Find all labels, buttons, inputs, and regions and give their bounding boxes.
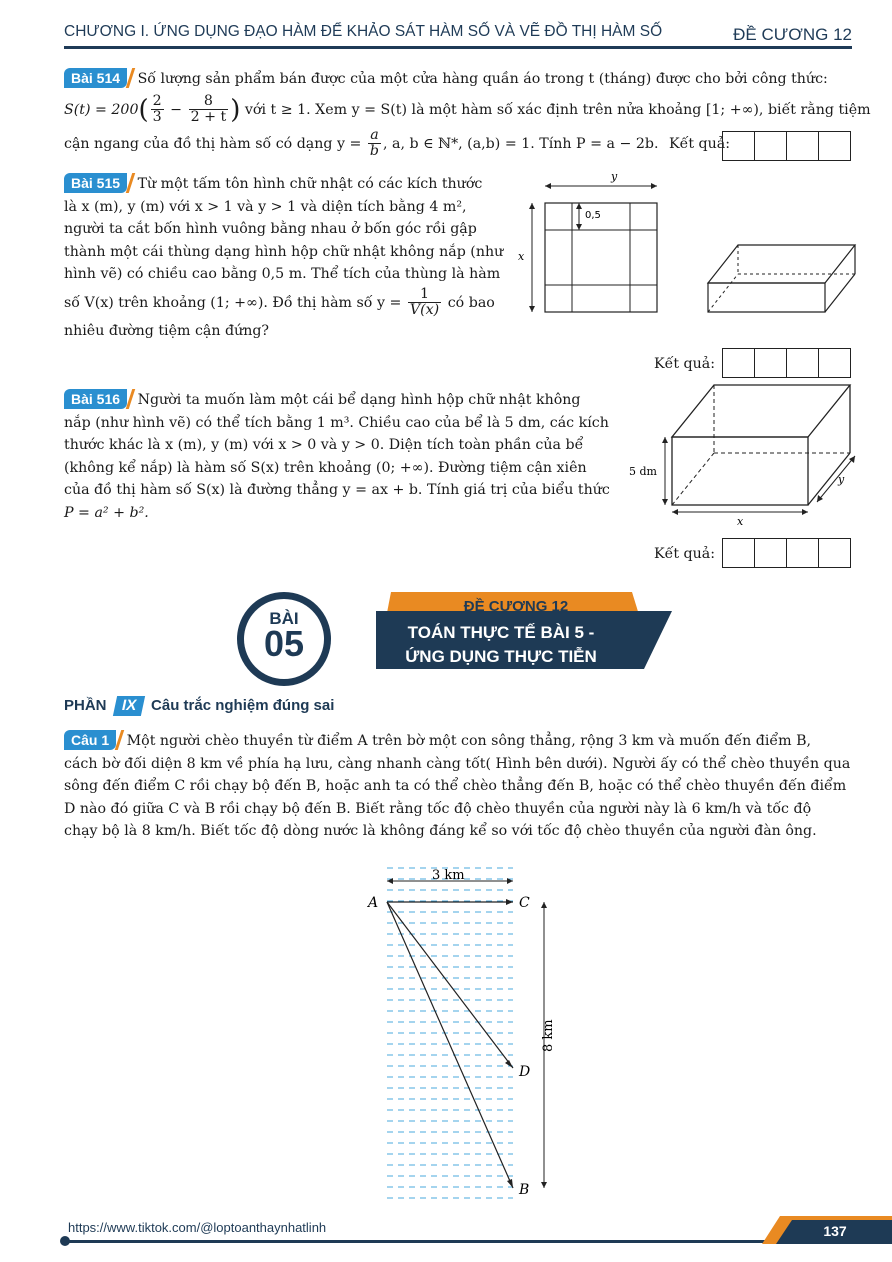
section-roman: IX bbox=[113, 696, 145, 716]
cau1-line-1: Một người chèo thuyền từ điểm A trên bờ một con sông thẳng, rộng 3 km và muốn đến điểm B, bbox=[126, 733, 812, 749]
fig-y-label: y bbox=[838, 473, 845, 486]
b515-line-4: thành một cái thùng dạng hình hộp chữ nhật không nắp (như bbox=[64, 243, 504, 260]
problem-516-badge: Bài 516 bbox=[64, 389, 127, 409]
problem-515 bbox=[64, 173, 514, 342]
frac-den: 3 bbox=[152, 109, 162, 125]
footer-url[interactable]: https://www.tiktok.com/@loptoanthaynhatlinh bbox=[68, 1220, 327, 1235]
river-length-label: 8 km bbox=[541, 1019, 556, 1052]
header-rule bbox=[64, 46, 852, 49]
section-title: Câu trắc nghiệm đúng sai bbox=[151, 697, 335, 714]
header-right-title: ĐỀ CƯƠNG 12 bbox=[733, 25, 852, 44]
b516-result-label: Kết quả: bbox=[654, 546, 715, 562]
cau1-line-4: D nào đó giữa C và B rồi chạy bộ đến B. Biết rằng tốc độ chèo thuyền của người này là 6 km/h và tốc độ bbox=[64, 800, 812, 817]
fig-x-label: x bbox=[737, 515, 744, 528]
footer-rule bbox=[64, 1240, 844, 1243]
banner-title-2: ỨNG DỤNG THỰC TIỄN bbox=[405, 647, 597, 666]
b516-line-4: (không kể nắp) là hàm số S(x) trên khoảng (0; +∞). Đường tiệm cận xiên bbox=[64, 459, 587, 476]
b515-line-6: số V(x) trên khoảng (1; +∞). Đồ thị hàm số y = bbox=[64, 294, 402, 311]
footer-dot bbox=[60, 1236, 70, 1246]
river-figure bbox=[360, 860, 560, 1205]
banner-bai: BÀI bbox=[269, 609, 299, 628]
b515-line-6b: có bao bbox=[447, 294, 495, 311]
b515-answer-box[interactable] bbox=[722, 348, 851, 378]
b516-line-5: của đồ thị hàm số S(x) là đường thẳng y = ax + b. Tính giá trị của biểu thức bbox=[64, 482, 610, 498]
b515-line-3: người ta cắt bốn hình vuông bằng nhau ở bốn góc rồi gập bbox=[64, 221, 477, 237]
question-1 bbox=[64, 730, 854, 843]
problem-516 bbox=[64, 389, 624, 524]
b514-answer-box[interactable] bbox=[722, 131, 851, 161]
b515-figure bbox=[515, 170, 860, 320]
banner-top: ĐỀ CƯƠNG 12 bbox=[463, 598, 569, 615]
fig-y-label: y bbox=[611, 170, 618, 183]
section-heading bbox=[64, 696, 334, 716]
b514-formula: S(t) = 200 bbox=[64, 101, 139, 118]
section-phan: PHẦN bbox=[64, 697, 107, 714]
frac-den: V(x) bbox=[409, 302, 440, 318]
b514-line-2: với t ≥ 1. Xem y = S(t) là một hàm số xác định trên nửa khoảng [1; +∞), biết rằng tiệm bbox=[244, 101, 871, 118]
fig-x-label: x bbox=[518, 250, 525, 263]
b516-answer-box[interactable] bbox=[722, 538, 851, 568]
b516-figure bbox=[625, 380, 860, 530]
b514-line-1: Số lượng sản phẩm bán được của một cửa hàng quần áo trong t (tháng) được cho bởi công thức: bbox=[137, 71, 828, 87]
chapter-header: CHƯƠNG I. ỨNG DỤNG ĐẠO HÀM ĐỂ KHẢO SÁT HÀM SỐ VÀ VẼ ĐỒ THỊ HÀM SỐ bbox=[64, 23, 663, 40]
b515-result-label: Kết quả: bbox=[654, 356, 715, 372]
lesson-banner bbox=[236, 589, 676, 689]
b515-line-1: Từ một tấm tôn hình chữ nhật có các kích thước bbox=[137, 176, 483, 192]
banner-title-1: TOÁN THỰC TẾ BÀI 5 - bbox=[407, 623, 595, 642]
frac-den: b bbox=[369, 143, 379, 159]
cau1-line-3: sông đến điểm C rồi chạy bộ đến B, hoặc anh ta có thể chèo thẳng đến B, hoặc có thể chèo thuyền đến điểm bbox=[64, 778, 847, 794]
question-1-badge: Câu 1 bbox=[64, 730, 116, 750]
cau1-line-2: cách bờ đối diện 8 km về phía hạ lưu, càng nhanh càng tốt( Hình bên dưới). Người ấy có thể chèo thuyền qua bbox=[64, 755, 851, 772]
point-a-label: A bbox=[368, 895, 379, 911]
b516-line-3: thước khác là x (m), y (m) với x > 0 và y > 0. Diện tích toàn phần của bể bbox=[64, 437, 584, 453]
b516-line-1: Người ta muốn làm một cái bể dạng hình hộp chữ nhật không bbox=[137, 392, 581, 408]
point-c-label: C bbox=[519, 895, 530, 911]
point-d-label: D bbox=[519, 1064, 531, 1080]
fig-height-label: 0,5 bbox=[585, 210, 601, 221]
frac-num: 8 bbox=[189, 94, 229, 110]
problem-514-badge: Bài 514 bbox=[64, 68, 127, 88]
b516-line-2: nắp (như hình vẽ) có thể tích bằng 1 m³. Chiều cao của bể là 5 dm, các kích bbox=[64, 414, 609, 431]
b514-result-label: Kết quả: bbox=[669, 135, 730, 152]
banner-number: 05 bbox=[263, 623, 305, 664]
b515-line-2: là x (m), y (m) với x > 1 và y > 1 và diện tích bằng 4 m², bbox=[64, 198, 467, 215]
b515-line-7: nhiêu đường tiệm cận đứng? bbox=[64, 322, 270, 339]
frac-den: 2 + t bbox=[190, 109, 227, 125]
fig-height-label: 5 dm bbox=[629, 465, 657, 478]
problem-514: Bài 514 Số lượng sản phẩm bán được của một cửa hàng quần áo trong t (tháng) được cho bởi công thức: S(t) = 200( $\frac{2}{3}$ − $\frac{8}{2 + t}$ ) với t ≥ 1. Xem y = S(t) là một hàm số xác định trên nửa khoảng [1; +∞), biết rằng tiệm cận ngang của đồ thị hàm số có dạng y = $\frac{a}{b}$ , a, b ∈ ℕ*, (a,b) = 1. Tính P = a − 2b. Kết quả: bbox=[64, 70, 871, 159]
problem-515-badge: Bài 515 bbox=[64, 173, 127, 193]
frac-num: 1 bbox=[408, 287, 441, 303]
frac-num: a bbox=[368, 128, 381, 144]
b514-line-3b: , a, b ∈ ℕ*, (a,b) = 1. Tính P = a − 2b. bbox=[383, 135, 659, 152]
b514-line-3: cận ngang của đồ thị hàm số có dạng y = bbox=[64, 135, 362, 152]
river-width-label: 3 km bbox=[432, 868, 465, 883]
b516-line-6: P = a² + b². bbox=[64, 504, 149, 521]
frac-num: 2 bbox=[152, 93, 162, 109]
cau1-line-5: chạy bộ là 8 km/h. Biết tốc độ dòng nước là không đáng kể so với tốc độ chèo thuyền của người đàn ông. bbox=[64, 823, 817, 839]
page-number: 137 bbox=[823, 1223, 847, 1239]
river-water bbox=[387, 868, 513, 1198]
b515-line-5: hình vẽ) có chiều cao bằng 0,5 m. Thể tích của thùng là hàm bbox=[64, 266, 501, 282]
point-b-label: B bbox=[519, 1182, 530, 1198]
